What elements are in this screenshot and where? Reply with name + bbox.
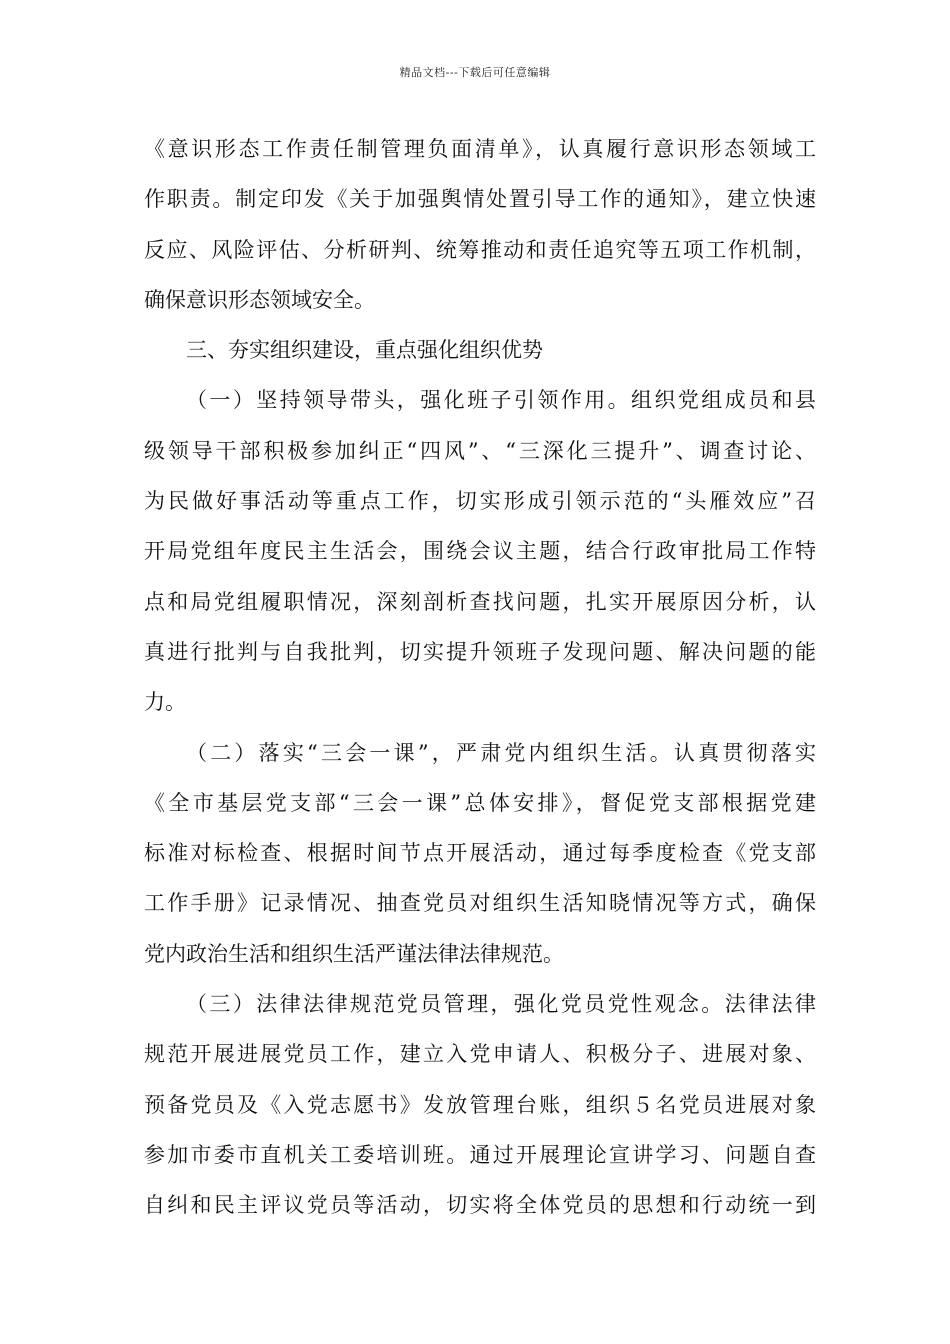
text-line: 开局党组年度民主生活会，围绕会议主题，结合行政审批局工作特 (144, 539, 816, 564)
text-line: 三、夯实组织建设，重点强化组织优势 (186, 338, 543, 363)
text-line: （一）坚持领导带头，强化班子引领作用。组织党组成员和县 (186, 388, 816, 413)
text-line: （三）法律法律规范党员管理，强化党员党性观念。法律法律 (186, 992, 816, 1017)
text-line: 级领导干部积极参加纠正“四风”、“三深化三提升”、调查讨论、 (144, 438, 816, 463)
text-line: 自纠和民主评议党员等活动，切实将全体党员的思想和行动统一到 (144, 1193, 816, 1218)
text-line: 点和局党组履职情况，深刻剖析查找问题，扎实开展原因分析，认 (144, 589, 816, 614)
text-line: 标准对标检查、根据时间节点开展活动，通过每季度检查《党支部 (144, 841, 816, 866)
text-line: 确保意识形态领域安全。 (144, 287, 375, 312)
text-line: 工作手册》记录情况、抽查党员对组织生活知晓情况等方式，确保 (144, 891, 816, 916)
text-line: 《意识形态工作责任制管理负面清单》，认真履行意识形态领域工 (144, 137, 816, 161)
text-line: 规范开展进展党员工作，建立入党申请人、积极分子、进展对象、 (144, 1042, 816, 1067)
page-header: 精品文档---下载后可任意编辑 (399, 66, 551, 79)
text-line: 力。 (144, 690, 186, 715)
text-line: 参加市委市直机关工委培训班。通过开展理论宣讲学习、问题自查 (144, 1142, 816, 1167)
text-line: 为民做好事活动等重点工作，切实形成引领示范的“头雁效应”召 (144, 489, 816, 514)
text-line: 真进行批判与自我批判，切实提升领班子发现问题、解决问题的能 (144, 639, 816, 664)
text-line: 《全市基层党支部“三会一课”总体安排》，督促党支部根据党建 (144, 790, 816, 815)
text-line: （二）落实“三会一课”，严肃党内组织生活。认真贯彻落实 (186, 740, 816, 765)
text-line: 作职责。制定印发《关于加强舆情处置引导工作的通知》，建立快速 (144, 187, 816, 212)
text-line: 预备党员及《入党志愿书》发放管理台账，组织５名党员进展对象 (144, 1092, 816, 1117)
text-line: 反应、风险评估、分析研判、统筹推动和责任追究等五项工作机制， (144, 237, 816, 262)
text-line: 党内政治生活和组织生活严谨法律法律规范。 (144, 941, 564, 966)
document-body (144, 124, 816, 1231)
